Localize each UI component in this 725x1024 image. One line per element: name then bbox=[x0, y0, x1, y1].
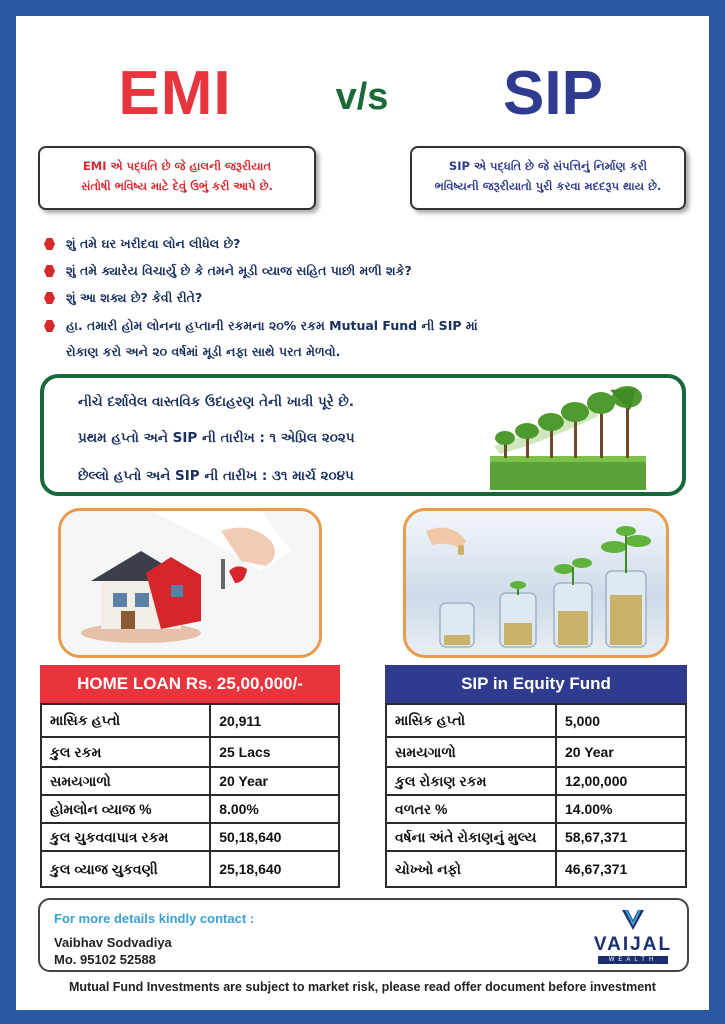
vaijal-logo bbox=[588, 908, 678, 968]
question-text: શું આ શક્ય છે? કેવી રીતે? bbox=[66, 290, 203, 305]
sip-definition-line: SIP એ પદ્ધતિ છે જે સંપત્તિનું નિર્માણ કરી bbox=[448, 159, 648, 173]
example-line: નીચે દર્શાવેલ વાસ્તવિક ઉદાહરણ તેની ખાત્રી પૂરે છે. bbox=[78, 394, 354, 410]
row-label: કુલ રોકાણ રકમ bbox=[386, 767, 556, 795]
title-sip: SIP bbox=[503, 59, 603, 128]
table-row bbox=[386, 767, 686, 795]
row-label: વળતર % bbox=[386, 795, 556, 823]
sip-definition-line: ભવિષ્યની જરૂરીયાતો પુરી કરવા મદદરૂપ થાય છે. bbox=[434, 179, 662, 193]
table-row bbox=[41, 767, 339, 795]
example-line: છેલ્લો હપ્તો અને SIP ની તારીખ : ૩૧ માર્ચ ૨૦૪૫ bbox=[78, 468, 354, 484]
title-vs: v/s bbox=[335, 76, 389, 118]
row-value: 20 Year bbox=[556, 737, 686, 767]
row-label: કુલ રકમ bbox=[41, 737, 210, 767]
row-value: 5,000 bbox=[556, 704, 686, 737]
row-label: વર્ષના અંતે રોકાણનું મુલ્ય bbox=[386, 823, 556, 851]
table-row bbox=[41, 795, 339, 823]
row-label: સમયગાળો bbox=[41, 767, 210, 795]
sip-table-header: SIP in Equity Fund bbox=[385, 665, 687, 703]
growth-trees-image bbox=[490, 386, 646, 490]
row-value: 12,00,000 bbox=[556, 767, 686, 795]
contact-name: Vaibhav Sodvadiya bbox=[54, 935, 172, 950]
example-box bbox=[40, 374, 686, 496]
question-text: શું તમે ક્યારેય વિચાર્યુ છે કે તમને મૂડી વ્યાજ સહિત પાછી મળી શકે? bbox=[66, 263, 412, 278]
example-line: પ્રથમ હપ્તો અને SIP ની તારીખ : ૧ એપ્રિલ ૨૦૨૫ bbox=[78, 430, 355, 446]
vaijal-logo-icon bbox=[620, 908, 646, 932]
coin-jars-illustration bbox=[406, 511, 666, 655]
table-row bbox=[386, 851, 686, 887]
home-loan-table bbox=[40, 703, 340, 888]
row-value: 46,67,371 bbox=[556, 851, 686, 887]
row-value: 25,18,640 bbox=[210, 851, 339, 887]
table-row bbox=[386, 795, 686, 823]
table-row bbox=[41, 737, 339, 767]
row-label: કુલ ચુકવવાપાત્ર રકમ bbox=[41, 823, 210, 851]
table-row bbox=[386, 737, 686, 767]
logo-subtitle: WEALTH bbox=[598, 956, 668, 964]
row-value: 20,911 bbox=[210, 704, 339, 737]
house-keys-illustration bbox=[61, 511, 319, 655]
table-row bbox=[41, 704, 339, 737]
logo-name: VAIJAL bbox=[593, 934, 673, 955]
contact-box bbox=[38, 898, 689, 972]
table-row bbox=[386, 704, 686, 737]
contact-phone[interactable]: Mo. 95102 52588 bbox=[54, 952, 156, 967]
row-value: 8.00% bbox=[210, 795, 339, 823]
house-keys-image bbox=[58, 508, 322, 658]
title-emi: EMI bbox=[118, 59, 232, 128]
row-label: માસિક હપ્તો bbox=[41, 704, 210, 737]
emi-definition-box bbox=[38, 146, 316, 210]
disclaimer: Mutual Fund Investments are subject to market risk, please read offer document before investment bbox=[69, 980, 656, 994]
table-row bbox=[41, 851, 339, 887]
row-label: ચોખ્ખો નફો bbox=[386, 851, 556, 887]
question-continuation: રોકાણ કરો અને ૨૦ વર્ષમાં મૂડી નફા સાથે પરત મેળવો. bbox=[66, 344, 341, 359]
row-value: 14.00% bbox=[556, 795, 686, 823]
emi-definition-line: EMI એ પદ્ધતિ છે જે હાલની જરૂરીયાત bbox=[82, 159, 272, 173]
emi-definition-line: સંતોષી ભવિષ્ય માટે દેવું ઉભું કરી આપે છે. bbox=[81, 179, 273, 193]
sip-definition-box bbox=[410, 146, 686, 210]
row-value: 25 Lacs bbox=[210, 737, 339, 767]
row-value: 58,67,371 bbox=[556, 823, 686, 851]
table-row bbox=[41, 823, 339, 851]
row-value: 20 Year bbox=[210, 767, 339, 795]
row-label: હોમલોન વ્યાજ % bbox=[41, 795, 210, 823]
row-label: માસિક હપ્તો bbox=[386, 704, 556, 737]
table-row bbox=[386, 823, 686, 851]
row-value: 50,18,640 bbox=[210, 823, 339, 851]
question-text: હા. તમારી હોમ લોનના હપ્તાની રકમના ૨૦% રકમ Mutual Fund ની SIP માં bbox=[66, 318, 478, 333]
home-loan-table-header: HOME LOAN Rs. 25,00,000/- bbox=[40, 665, 340, 703]
row-label: કુલ વ્યાજ ચુકવણી bbox=[41, 851, 210, 887]
contact-heading: For more details kindly contact : bbox=[54, 911, 255, 926]
coin-jars-plants-image bbox=[403, 508, 669, 658]
row-label: સમયગાળો bbox=[386, 737, 556, 767]
sip-table bbox=[385, 703, 687, 888]
question-text: શું તમે ઘર ખરીદવા લોન લીધેલ છે? bbox=[66, 236, 241, 251]
